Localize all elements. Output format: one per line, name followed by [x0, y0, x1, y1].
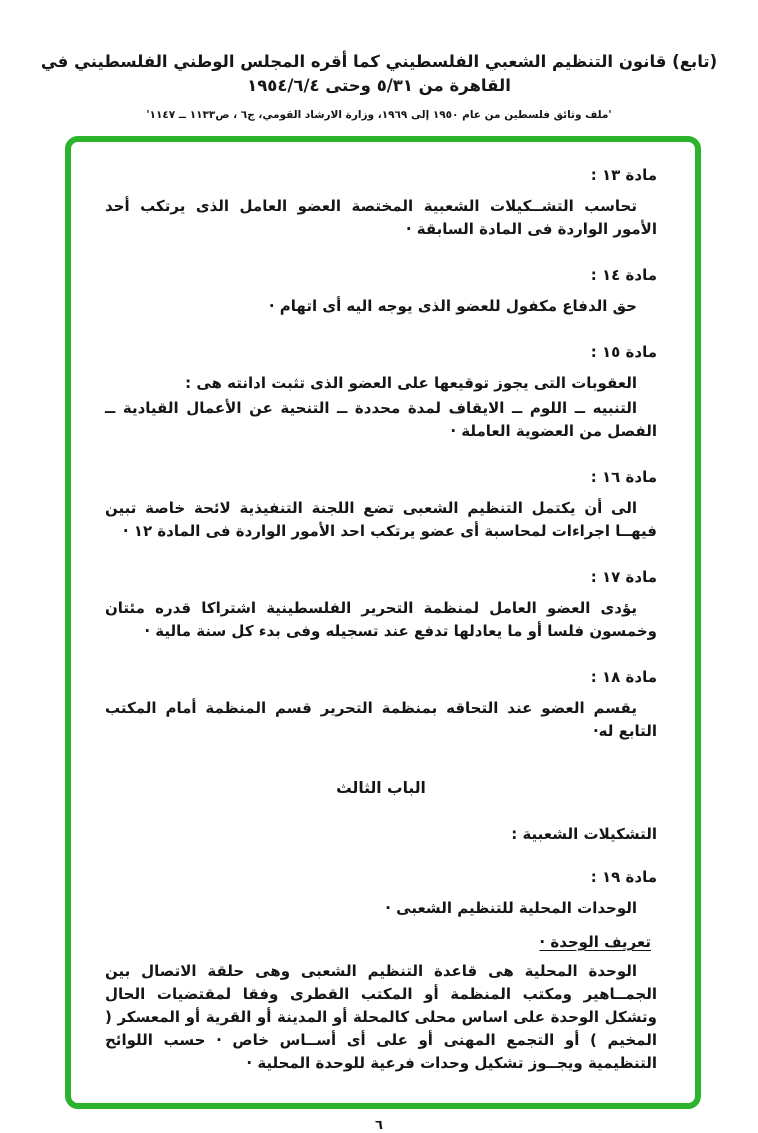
article-15: [105, 341, 657, 443]
document-body-frame: [65, 136, 701, 1109]
article-19-paragraph: الوحدة المحلية هى قاعدة التنظيم الشعبى وهى حلقة الاتصال بين الجمــاهير ومكتب المنظمة أو المكتب القطرى وفقا لمقتضيات الحال وتشكل الوحدة على اساس محلى كالمحلة أو المدينة أو القرية أو المعسكر ( المخيم ) أو التجمع المهنى أو على أى أســاس خاص · حسب اللوائح التنظيمية ويجــوز تشكيل وحدات فرعية للوحدة المحلية ·: [105, 961, 657, 1072]
article-16: [105, 466, 657, 543]
article-19-local-units-line: الوحدات المحلية للتنظيم الشعبى ·: [385, 898, 637, 917]
article-18-text: يقسم العضو عند التحاقه بمنظمة التحرير قسم المنظمة أمام المكتب التابع له·: [105, 698, 657, 740]
article-13-text: تحاسب التشــكيلات الشعبية المختصة العضو العامل الذى يرتكب أحد الأمور الواردة فى المادة السابقة ·: [105, 196, 657, 238]
article-14-heading: مادة ١٤ :: [590, 265, 657, 284]
article-13: [105, 164, 657, 241]
article-18-heading: مادة ١٨ :: [590, 667, 657, 686]
article-13-heading: مادة ١٣ :: [590, 165, 657, 184]
unit-definition-underlined-text: تعريف الوحدة ·: [539, 932, 651, 951]
article-15-text: العقوبات التى يجوز توقيعها على العضو الذى تثبت ادانته هى :: [185, 373, 637, 392]
popular-formations-title: التشكيلات الشعبية :: [511, 824, 657, 843]
article-17-text: يؤدى العضو العامل لمنظمة التحرير الفلسطينية اشتراكا قدره مئتان وخمسون فلسا أو ما يعادلها تدفع عند تسجيله وفى بدء كل سنة مالية ·: [105, 598, 657, 640]
article-16-heading: مادة ١٦ :: [590, 467, 657, 486]
document-title: (تابع) قانون التنظيم الشعبي الفلسطيني كما أقره المجلس الوطني الفلسطيني في القاهرة من ٥/٣١ وحتى ١٩٥٤/٦/٤: [40, 52, 718, 95]
article-17: [105, 566, 657, 643]
article-16-text: الى أن يكتمل التنظيم الشعبى تضع اللجنة التنفيذية لائحة خاصة تبين فيهــا اجراءات لمحاسبة أى عضو يرتكب احد الأمور الواردة فى المادة ١٢ ·: [105, 498, 657, 540]
page-number: ٦: [375, 1117, 383, 1133]
unit-definition-label: [105, 933, 657, 951]
article-15-penalties-list: التنبيه ــ اللوم ــ الايقاف لمدة محددة ــ التنحية عن الأعمال القيادية ــ الفصل من العضوية العاملة ·: [105, 398, 657, 440]
article-19-heading: مادة ١٩ :: [590, 867, 657, 886]
article-14-text: حق الدفاع مكفول للعضو الذى يوجه اليه أى اتهام ·: [268, 296, 637, 315]
article-17-heading: مادة ١٧ :: [590, 567, 657, 586]
document-header: [0, 0, 758, 121]
article-14: [105, 264, 657, 318]
chapter-three-heading: الباب الثالث: [336, 778, 426, 797]
article-19: [105, 866, 657, 1075]
article-18: [105, 666, 657, 743]
article-15-heading: مادة ١٥ :: [590, 342, 657, 361]
document-footer: [0, 1118, 758, 1133]
source-citation: 'ملف وثائق فلسطين من عام ١٩٥٠ إلى ١٩٦٩، وزارة الارشاد القومي، ج٦ ، ص١١٣٣ ــ ١١٤٧': [146, 108, 612, 121]
